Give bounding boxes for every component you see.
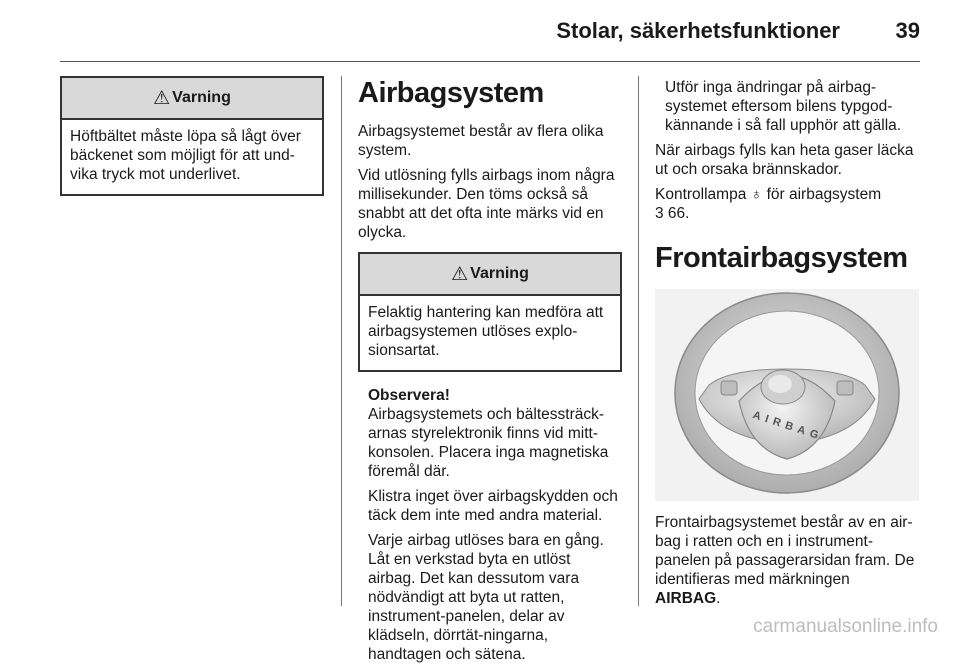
column-1 — [60, 76, 324, 196]
note-text: Klistra inget över airbagskydden och täck dem inte med andra material. — [368, 488, 618, 524]
image-caption — [655, 513, 922, 608]
warning-triangle-icon: ⚠ — [153, 87, 171, 109]
warning-header — [62, 78, 322, 120]
section-heading: Airbagsystem — [358, 77, 544, 109]
warning-title: Varning — [172, 89, 231, 106]
paragraph: Airbagsystemet består av flera olika system. — [358, 123, 604, 159]
warning-text: Höftbältet måste löpa så lågt över bäckenet som möjligt för att und-vika tryck mot underlivet. — [70, 128, 301, 183]
airbag-warning-icon: ♁ — [750, 186, 763, 203]
caption-end: . — [716, 590, 721, 607]
caption-text: Frontairbagsystemet består av en air-bag i ratten och en i instrument-panelen på passagerarsidan fram. De identifieras med märkningen — [655, 514, 915, 588]
page-reference: 3 66. — [655, 205, 690, 222]
column-3 — [655, 76, 922, 608]
warning-box — [358, 252, 622, 372]
airbag-label: AIRBAG — [751, 409, 825, 444]
note-text-continued: Utför inga ändringar på airbag-systemet eftersom bilens typgod-kännande i så fall upphör att gälla. — [665, 79, 902, 134]
column-2 — [358, 76, 622, 664]
section-heading: Frontairbagsystem — [655, 242, 908, 274]
column-divider — [638, 76, 639, 606]
note-text: Airbagsystemets och bältessträck-arnas styrelektronik finns vid mitt-konsolen. Placera inga magnetiska föremål där. — [368, 406, 609, 480]
warning-text: Felaktig hantering kan medföra att airbagsystemen utlöses explo-sionsartat. — [368, 304, 604, 359]
paragraph: När airbags fylls kan heta gaser läcka ut och orsaka brännskador. — [655, 142, 914, 178]
warning-header — [360, 254, 620, 296]
warning-box — [60, 76, 324, 196]
page-header — [0, 0, 960, 64]
steering-wheel-image — [655, 289, 919, 501]
column-divider — [341, 76, 342, 606]
paragraph-text: Kontrollampa — [655, 186, 747, 203]
watermark: carmanualsonline.info — [753, 616, 938, 637]
warning-triangle-icon: ⚠ — [451, 263, 469, 285]
note-title: Observera! — [368, 387, 450, 404]
paragraph — [655, 185, 922, 223]
caption-bold-text: AIRBAG — [655, 590, 717, 607]
paragraph: Vid utlösning fylls airbags inom några millisekunder. Den töms också så snabbt att det ofta inte märks vid en olycka. — [358, 167, 615, 241]
page-number: 39 — [895, 18, 920, 43]
header-title: Stolar, säkerhetsfunktioner — [556, 18, 840, 43]
note-block — [358, 386, 622, 664]
warning-title: Varning — [470, 265, 529, 282]
header-rule — [60, 61, 920, 62]
paragraph-text: för airbagsystem — [766, 186, 882, 203]
note-text: Varje airbag utlöses bara en gång. Låt en verkstad byta en utlöst airbag. Det kan dessutom vara nödvändigt att byta ut ratten, instrument-panelen, delar av klädseln, dörrtät-ningarna, handtagen och sätena. — [368, 532, 604, 663]
steering-wheel-illustration — [655, 289, 919, 501]
